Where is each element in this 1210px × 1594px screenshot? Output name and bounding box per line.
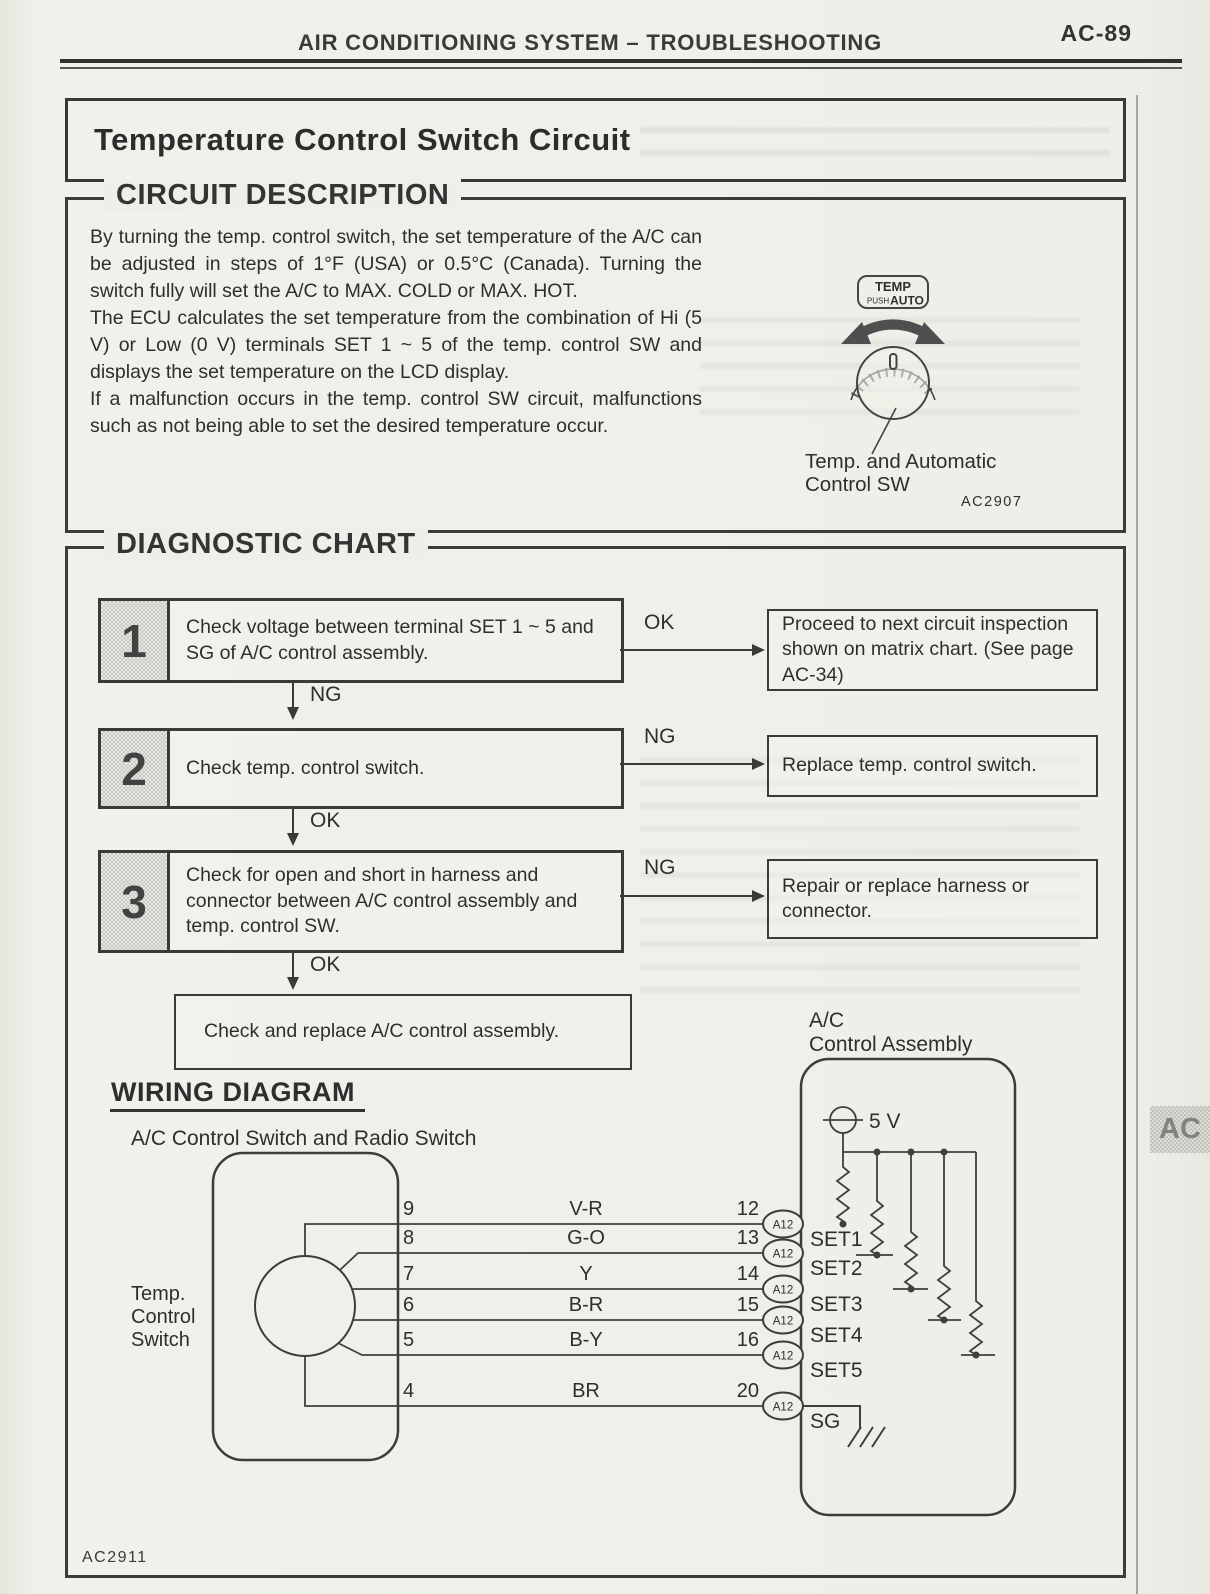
flowchart-result-2: Replace temp. control switch. (767, 735, 1098, 797)
diagnostic-chart-section (65, 528, 1126, 1578)
arrow-right (620, 649, 763, 651)
knob-caption-line2: Control SW (805, 473, 910, 496)
connector-id: A12 (772, 1401, 794, 1414)
page-title: Temperature Control Switch Circuit (94, 122, 631, 157)
knob-caption-line1: Temp. and Automatic (805, 450, 997, 473)
page-number: AC-89 (1060, 20, 1132, 46)
page-header-title: AIR CONDITIONING SYSTEM – TROUBLESHOOTING (297, 30, 883, 55)
paragraph: If a malfunction occurs in the temp. control SW circuit, malfunctions such as not being able to set the desired temperature occur. (90, 388, 702, 437)
terminal-label: SET1 (810, 1228, 863, 1251)
left-pin: 9 (403, 1198, 415, 1220)
arrow-down (292, 680, 294, 718)
wiring-diagram-heading: WIRING DIAGRAM (111, 1077, 355, 1107)
header-rule (60, 59, 1182, 69)
wire-color: B-R (568, 1294, 604, 1316)
connector-id: A12 (772, 1248, 794, 1261)
step-text: Check voltage between terminal SET 1 ~ 5 and SG of A/C control assembly. (186, 616, 594, 664)
assembly-label-line2: Control Assembly (809, 1033, 973, 1056)
page-edge-scan-line (1136, 95, 1138, 1594)
heading-underline (110, 1109, 365, 1112)
right-pin: 12 (736, 1198, 759, 1220)
arrow-down (292, 950, 294, 988)
wiring-diagram (68, 989, 1123, 1565)
circuit-description-section (65, 179, 1126, 533)
figure-code: AC2911 (82, 1549, 148, 1566)
connector-id: A12 (772, 1219, 794, 1232)
knob-face (857, 347, 929, 419)
connector-id: A12 (772, 1350, 794, 1363)
flowchart-step-2 (98, 728, 624, 809)
branch-label-ok: OK (310, 809, 341, 832)
assembly-label-line1: A/C (809, 1009, 845, 1032)
branch-label-ng: NG (310, 683, 342, 706)
step-text: Check and replace A/C control assembly. (204, 1020, 560, 1043)
flowchart-step-3 (98, 850, 624, 953)
terminal-label: SG (810, 1410, 841, 1433)
left-pin: 4 (403, 1380, 415, 1402)
paragraph: By turning the temp. control switch, the set temperature of the A/C can be adjusted in steps of 1°F (USA) or 0.5°C (Canada). Turning the switch fully will set the A/C to MAX. COLD or MAX. HOT. (90, 226, 702, 302)
control-switch-block (213, 1153, 398, 1460)
branch-label-ng: NG (644, 725, 676, 748)
terminal-label: SET2 (810, 1257, 863, 1280)
flowchart-step-1 (98, 598, 624, 683)
temp-control-knob-figure (723, 230, 1123, 520)
terminal-label: SET3 (810, 1293, 863, 1316)
connector-ovals (763, 1211, 803, 1420)
wire-color: Y (579, 1263, 593, 1285)
right-pin: 20 (736, 1380, 759, 1402)
step-number: 3 (101, 853, 170, 950)
connector-id: A12 (772, 1315, 794, 1328)
temp-control-switch-symbol (255, 1256, 355, 1356)
switch-label-line3: Switch (131, 1329, 190, 1351)
switch-label-line2: Control (131, 1306, 196, 1328)
flowchart-result-1: Proceed to next circuit inspection shown on matrix chart. (See page AC-34) (767, 609, 1098, 691)
main-title-box (65, 98, 1126, 182)
connector-id: A12 (772, 1284, 794, 1297)
flowchart-result-3: Repair or replace harness or connector. (767, 859, 1098, 939)
right-pin: 13 (736, 1227, 759, 1249)
circuit-description-heading: CIRCUIT DESCRIPTION (104, 179, 461, 212)
power-label: 5 V (869, 1110, 901, 1133)
section-tab-ac: AC (1150, 1106, 1210, 1153)
arrow-right (620, 895, 763, 897)
arrow-down (292, 806, 294, 844)
step-text: Check temp. control switch. (186, 756, 425, 779)
terminal-label: SET5 (810, 1359, 863, 1382)
circuit-description-text (90, 224, 702, 440)
knob-button-temp-label: TEMP (874, 279, 912, 294)
left-pin: 5 (403, 1329, 415, 1351)
right-pin: 14 (736, 1263, 759, 1285)
right-pin: 16 (736, 1329, 759, 1351)
left-pin: 8 (403, 1227, 415, 1249)
diagnostic-chart-heading: DIAGNOSTIC CHART (104, 528, 428, 561)
wire-color: G-O (567, 1227, 605, 1249)
knob-button-push-label: PUSH (866, 296, 890, 306)
left-pin: 6 (403, 1294, 415, 1316)
left-pin: 7 (403, 1263, 415, 1285)
switch-block-label: A/C Control Switch and Radio Switch (131, 1127, 477, 1150)
figure-code: AC2907 (961, 494, 1023, 510)
step-text: Check for open and short in harness and connector between A/C control assembly and temp. control SW. (186, 864, 578, 938)
arrow-right (620, 763, 763, 765)
branch-label-ok: OK (310, 953, 341, 976)
step-number: 1 (101, 601, 170, 680)
terminal-label: SET4 (810, 1324, 863, 1347)
wire-color: BR (572, 1380, 600, 1402)
right-pin: 15 (736, 1294, 759, 1316)
wire-color: B-Y (569, 1329, 603, 1351)
branch-label-ok: OK (644, 611, 675, 634)
wire-color: V-R (569, 1198, 603, 1220)
switch-label-line1: Temp. (131, 1283, 186, 1305)
wires (305, 1224, 765, 1406)
branch-label-ng: NG (644, 856, 676, 879)
knob-button-auto-label: AUTO (890, 293, 924, 308)
paragraph: The ECU calculates the set temperature from the combination of Hi (5 V) or Low (0 V) terminals SET 1 ~ 5 of the temp. control SW and displays the set temperature on the LCD display. (90, 307, 702, 383)
step-number: 2 (101, 731, 170, 806)
